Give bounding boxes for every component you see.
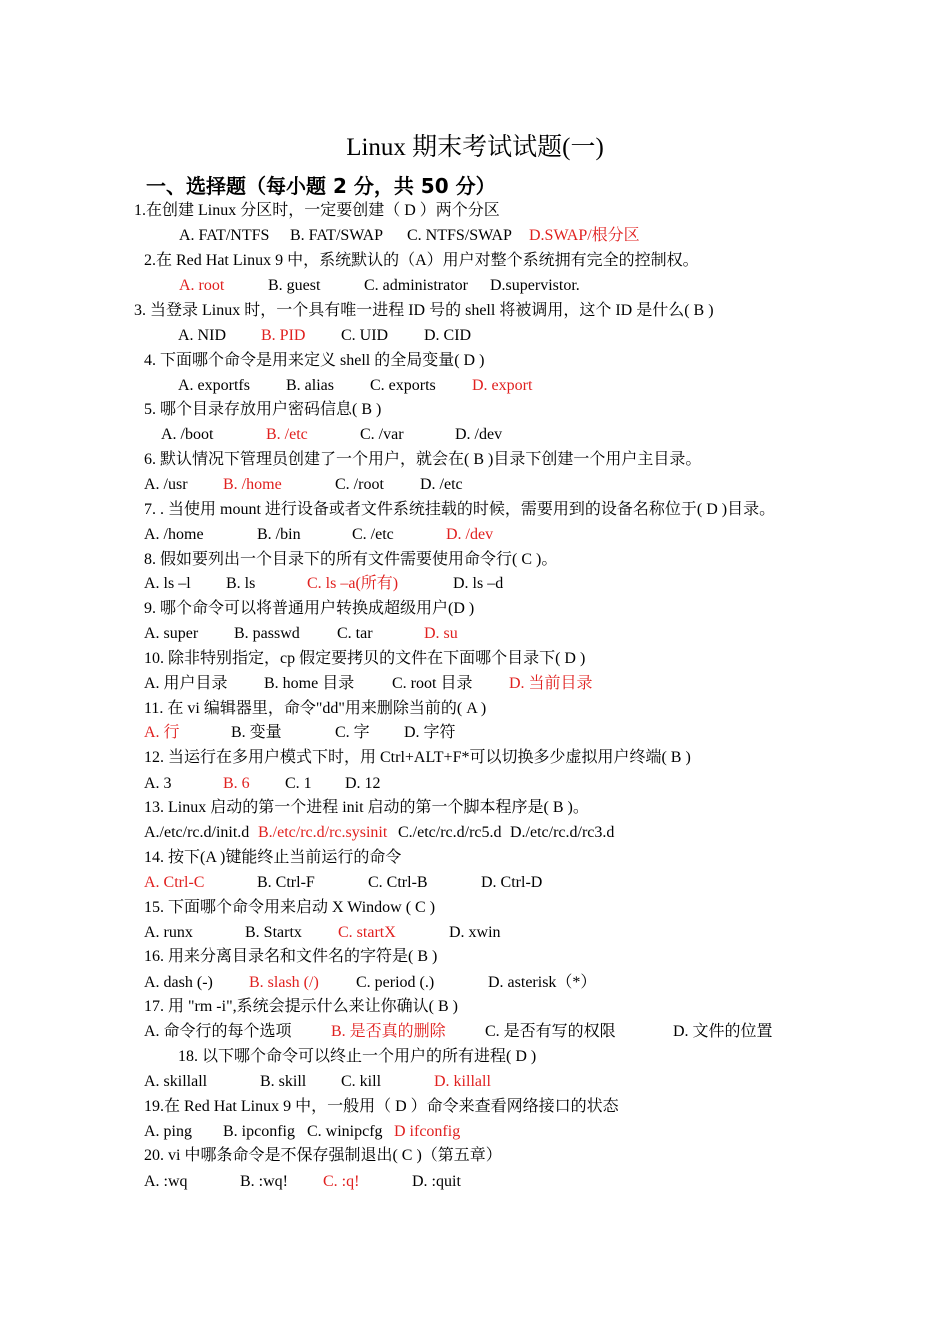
question-12-option-b-answer: B. 6 — [223, 775, 250, 792]
question-4-text: 4. 下面哪个命令是用来定义 shell 的全局变量( D ) — [144, 352, 485, 369]
question-4-option-d-answer: D. export — [472, 377, 533, 394]
question-15-option-d: D. xwin — [449, 924, 501, 941]
question-11-option-a-answer: A. 行 — [144, 724, 180, 741]
question-16-option-d: D. asterisk（*） — [488, 974, 597, 991]
question-11-text: 11. 在 vi 编辑器里，命令"dd"用来删除当前的( A ) — [144, 700, 487, 717]
question-8-option-b: B. ls — [226, 575, 256, 592]
question-4-option-c: C. exports — [370, 377, 436, 394]
question-14-option-d: D. Ctrl-D — [481, 874, 543, 891]
question-15-option-b: B. Startx — [245, 924, 302, 941]
question-15-option-c-answer: C. startX — [338, 924, 396, 941]
question-2-option-c: C. administrator — [364, 277, 468, 294]
question-7-option-d-answer: D. /dev — [446, 526, 494, 543]
question-17-option-d: D. 文件的位置 — [673, 1023, 773, 1040]
question-10-option-b: B. home 目录 — [264, 675, 355, 692]
question-12-option-a: A. 3 — [144, 775, 172, 792]
question-8-option-a: A. ls –l — [144, 575, 191, 592]
question-1-option-d-answer: D.SWAP/根分区 — [529, 227, 640, 244]
question-18-option-a: A. skillall — [144, 1073, 208, 1090]
question-19-option-d-answer: D ifconfig — [394, 1123, 461, 1140]
question-14-text: 14. 按下(A )键能终止当前运行的命令 — [144, 849, 402, 866]
question-11-option-c: C. 字 — [335, 724, 370, 741]
question-16-text: 16. 用来分离目录名和文件名的字符是( B ) — [144, 948, 438, 965]
question-2-option-a-answer: A. root — [179, 277, 225, 294]
question-7-option-c: C. /etc — [352, 526, 394, 543]
question-2-text: 2.在 Red Hat Linux 9 中，系统默认的（A）用户对整个系统拥有完全的控制权。 — [144, 252, 699, 269]
question-15-text: 15. 下面哪个命令用来启动 X Window ( C ) — [144, 899, 436, 916]
question-14-option-a-answer: A. Ctrl-C — [144, 874, 205, 891]
question-3-option-a: A. NID — [178, 327, 226, 344]
question-20-option-a: A. :wq — [144, 1173, 188, 1190]
question-9-option-c: C. tar — [337, 625, 373, 642]
question-16-option-a: A. dash (-) — [144, 974, 213, 991]
question-14-option-b: B. Ctrl-F — [257, 874, 315, 891]
question-17-text: 17. 用 "rm -i",系统会提示什么来让你确认( B ) — [144, 998, 458, 1015]
question-10-option-d-answer: D. 当前目录 — [509, 675, 593, 692]
question-6-option-a: A. /usr — [144, 476, 188, 493]
question-8-option-c-answer: C. ls –a(所有) — [307, 575, 399, 592]
question-10-option-c: C. root 目录 — [392, 675, 473, 692]
question-13-option-a: A./etc/rc.d/init.d — [144, 824, 250, 841]
question-3-option-c: C. UID — [341, 327, 389, 344]
question-5-option-b-answer: B. /etc — [266, 426, 308, 443]
question-18-option-c: C. kill — [341, 1073, 382, 1090]
question-18-option-d-answer: D. killall — [434, 1073, 491, 1090]
question-3-option-d: D. CID — [424, 327, 472, 344]
question-19-option-c: C. winipcfg — [307, 1123, 383, 1140]
page-title: Linux 期末考试试题(一) — [346, 134, 604, 161]
question-19-text: 19.在 Red Hat Linux 9 中，一般用（ D ）命令来查看网络接口的状态 — [144, 1098, 619, 1115]
question-5-text: 5. 哪个目录存放用户密码信息( B ) — [144, 401, 382, 418]
question-10-text: 10. 除非特别指定，cp 假定要拷贝的文件在下面哪个目录下( D ) — [144, 650, 586, 667]
question-1-option-a: A. FAT/NTFS — [179, 227, 270, 244]
question-5-option-c: C. /var — [360, 426, 404, 443]
question-5-option-a: A. /boot — [161, 426, 214, 443]
question-3-option-b-answer: B. PID — [261, 327, 306, 344]
question-8-option-d: D. ls –d — [453, 575, 504, 592]
question-20-option-b: B. :wq! — [240, 1173, 288, 1190]
question-9-text: 9. 哪个命令可以将普通用户转换成超级用户(D ) — [144, 600, 475, 617]
question-7-option-b: B. /bin — [257, 526, 301, 543]
question-8-text: 8. 假如要列出一个目录下的所有文件需要使用命令行( C )。 — [144, 551, 558, 568]
question-13-option-c: C./etc/rc.d/rc5.d — [398, 824, 502, 841]
question-10-option-a: A. 用户目录 — [144, 675, 228, 692]
question-2-option-b: B. guest — [268, 277, 321, 294]
question-19-option-b: B. ipconfig — [223, 1123, 295, 1140]
question-14-option-c: C. Ctrl-B — [368, 874, 428, 891]
question-1-text: 1.在创建 Linux 分区时，一定要创建（ D ）两个分区 — [134, 202, 500, 219]
question-12-option-c: C. 1 — [285, 775, 312, 792]
question-7-option-a: A. /home — [144, 526, 204, 543]
question-7-text: 7. . 当使用 mount 进行设备或者文件系统挂载的时候，需要用到的设备名称位于( D )目录。 — [144, 501, 776, 518]
question-15-option-a: A. runx — [144, 924, 193, 941]
question-9-option-d-answer: D. su — [424, 625, 458, 642]
question-4-option-b: B. alias — [286, 377, 334, 394]
question-16-option-b-answer: B. slash (/) — [249, 974, 319, 991]
question-20-option-d: D. :quit — [412, 1173, 461, 1190]
question-13-text: 13. Linux 启动的第一个进程 init 启动的第一个脚本程序是( B )。 — [144, 799, 589, 816]
question-9-option-a: A. super — [144, 625, 199, 642]
question-3-text: 3. 当登录 Linux 时，一个具有唯一进程 ID 号的 shell 将被调用，这个 ID 是什么( B ) — [134, 302, 714, 319]
question-5-option-d: D. /dev — [455, 426, 503, 443]
question-20-option-c-answer: C. :q! — [323, 1173, 360, 1190]
question-11-option-b: B. 变量 — [231, 724, 282, 741]
question-19-option-a: A. ping — [144, 1123, 192, 1140]
question-6-option-c: C. /root — [335, 476, 384, 493]
question-20-text: 20. vi 中哪条命令是不保存强制退出( C )（第五章） — [144, 1147, 502, 1164]
question-16-option-c: C. period (.) — [356, 974, 435, 991]
question-2-option-d: D.supervistor. — [490, 277, 580, 294]
question-12-option-d: D. 12 — [345, 775, 381, 792]
section-heading: 一、选择题（每小题 2 分，共 50 分） — [146, 174, 496, 198]
question-17-option-b-answer: B. 是否真的删除 — [331, 1023, 446, 1040]
question-11-option-d: D. 字符 — [404, 724, 456, 741]
question-6-text: 6. 默认情况下管理员创建了一个用户，就会在( B )目录下创建一个用户主目录。 — [144, 451, 702, 468]
question-18-text: 18. 以下哪个命令可以终止一个用户的所有进程( D ) — [178, 1048, 537, 1065]
question-17-option-a: A. 命令行的每个选项 — [144, 1023, 292, 1040]
question-6-option-d: D. /etc — [420, 476, 463, 493]
question-1-option-b: B. FAT/SWAP — [290, 227, 384, 244]
question-6-option-b-answer: B. /home — [223, 476, 282, 493]
question-13-option-d: D./etc/rc.d/rc3.d — [510, 824, 615, 841]
question-17-option-c: C. 是否有写的权限 — [485, 1023, 616, 1040]
question-13-option-b-answer: B./etc/rc.d/rc.sysinit — [258, 824, 388, 841]
question-9-option-b: B. passwd — [234, 625, 300, 642]
question-1-option-c: C. NTFS/SWAP — [407, 227, 512, 244]
question-4-option-a: A. exportfs — [178, 377, 250, 394]
question-18-option-b: B. skill — [260, 1073, 307, 1090]
question-12-text: 12. 当运行在多用户模式下时，用 Ctrl+ALT+F*可以切换多少虚拟用户终端( B ) — [144, 749, 691, 766]
